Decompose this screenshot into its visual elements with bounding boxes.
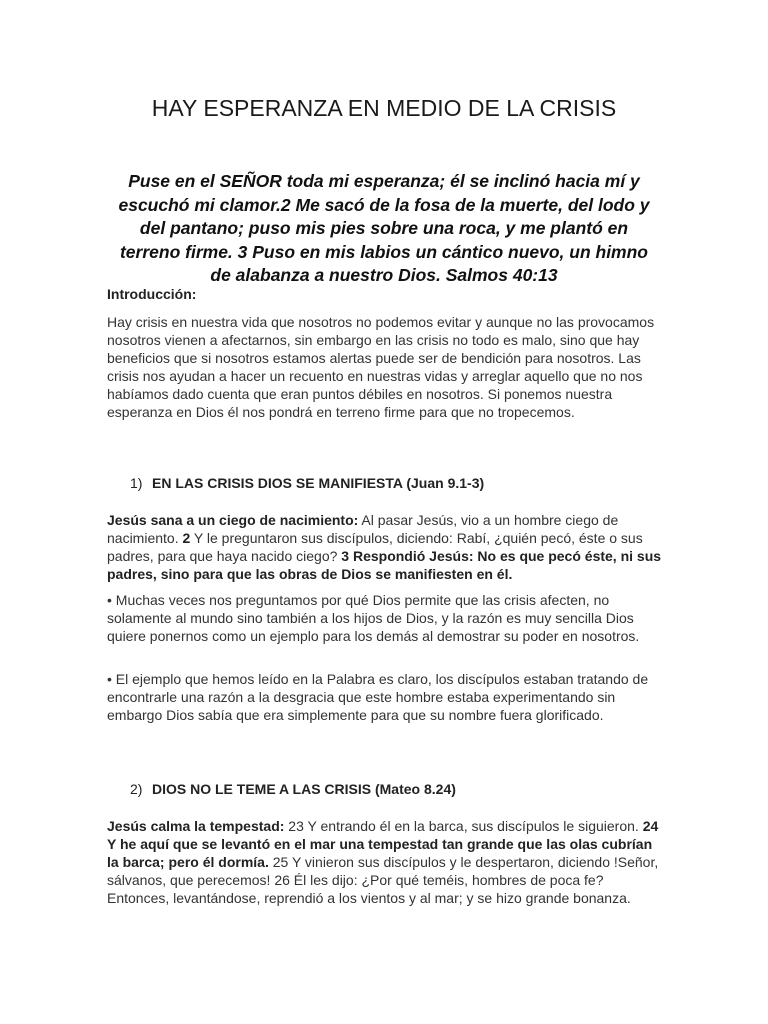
section-1-number: 1) (130, 475, 143, 491)
section-2-paragraph-bold: 24 Y he aquí que se levantó en el mar una tempestad tan grande que las olas cubrían la barca; pero él dormía. (107, 818, 659, 870)
section-2-paragraph-text-b: 25 Y vinieron sus discípulos y le despertaron, diciendo !Señor, sálvanos, que perecemos! 26 Él les dijo: ¿Por qué teméis, hombres de poca fe? Entonces, levantándose, reprendió a los vientos y al mar; y se hizo grande bonanza. (107, 854, 659, 906)
intro-label-text: Introducción: (107, 286, 197, 302)
section-1-paragraph-label: Jesús sana a un ciego de nacimiento: (107, 512, 359, 528)
section-1-heading-text: EN LAS CRISIS DIOS SE MANIFIESTA (Juan 9.1-3) (152, 475, 485, 491)
section-1-paragraph-text-b: Y le preguntaron sus discípulos, diciendo: Rabí, ¿quién pecó, éste o sus padres, para que haya nacido ciego? (107, 530, 643, 564)
section-2-heading-text: DIOS NO LE TEME A LAS CRISIS (Mateo 8.24) (152, 781, 456, 797)
section-2-heading (130, 780, 456, 798)
section-1-bullet-1: • Muchas veces nos preguntamos por qué Dios permite que las crisis afecten, no solamente al mundo sino también a los hijos de Dios, y la razón es muy sencilla Dios quiere ponernos como un ejemplo para los demás al demostrar su poder en nosotros. (107, 592, 640, 644)
intro-label (107, 285, 662, 303)
epigraph-verse: Puse en el SEÑOR toda mi esperanza; él se inclinó hacia mí y escuchó mi clamor.2 Me sacó de la fosa de la muerte, del lodo y del pantano; puso mis pies sobre una roca, y me plantó en terreno firme. 3 Puso en mis labios un cántico nuevo, un himno de alabanza a nuestro Dios. Salmos 40:13 (118, 171, 650, 286)
section-1-paragraph-bold: 3 Respondió Jesús: No es que pecó éste, ni sus padres, sino para que las obras de Dios se manifiesten en él. (107, 548, 662, 582)
section-2-paragraph (107, 817, 662, 907)
section-1-paragraph (107, 511, 662, 583)
section-2-paragraph-label: Jesús calma la tempestad: (107, 818, 285, 834)
section-2-paragraph-text-a: 23 Y entrando él en la barca, sus discípulos le siguieron. (284, 818, 643, 834)
section-2-number: 2) (130, 781, 143, 797)
document-title: HAY ESPERANZA EN MEDIO DE LA CRISIS (151, 95, 617, 121)
section-1-heading (130, 474, 484, 492)
section-1-paragraph-text-a: Al pasar Jesús, vio a un hombre ciego de nacimiento. (107, 512, 619, 546)
section-1-bullet-2: • El ejemplo que hemos leído en la Palabra es claro, los discípulos estaban tratando de encontrarle una razón a la desgracia que este hombre estaba experimentando sin embargo Dios sabía que era simplemente para que su nombre fuera glorificado. (107, 671, 649, 723)
section-1-verse-number: 2 (182, 530, 191, 546)
intro-paragraph: Hay crisis en nuestra vida que nosotros no podemos evitar y aunque no las provocamos nosotros vienen a afectarnos, sin embargo en las crisis no todo es malo, sino que hay beneficios que si nosotros estamos alertas puede ser de bendición para nosotros. Las crisis nos ayudan a hacer un recuento en nuestras vidas y arreglar aquello que no nos habíamos dado cuenta que eran puntos débiles en nosotros. Si ponemos nuestra esperanza en Dios él nos pondrá en terreno firme para que no tropecemos. (107, 314, 655, 420)
